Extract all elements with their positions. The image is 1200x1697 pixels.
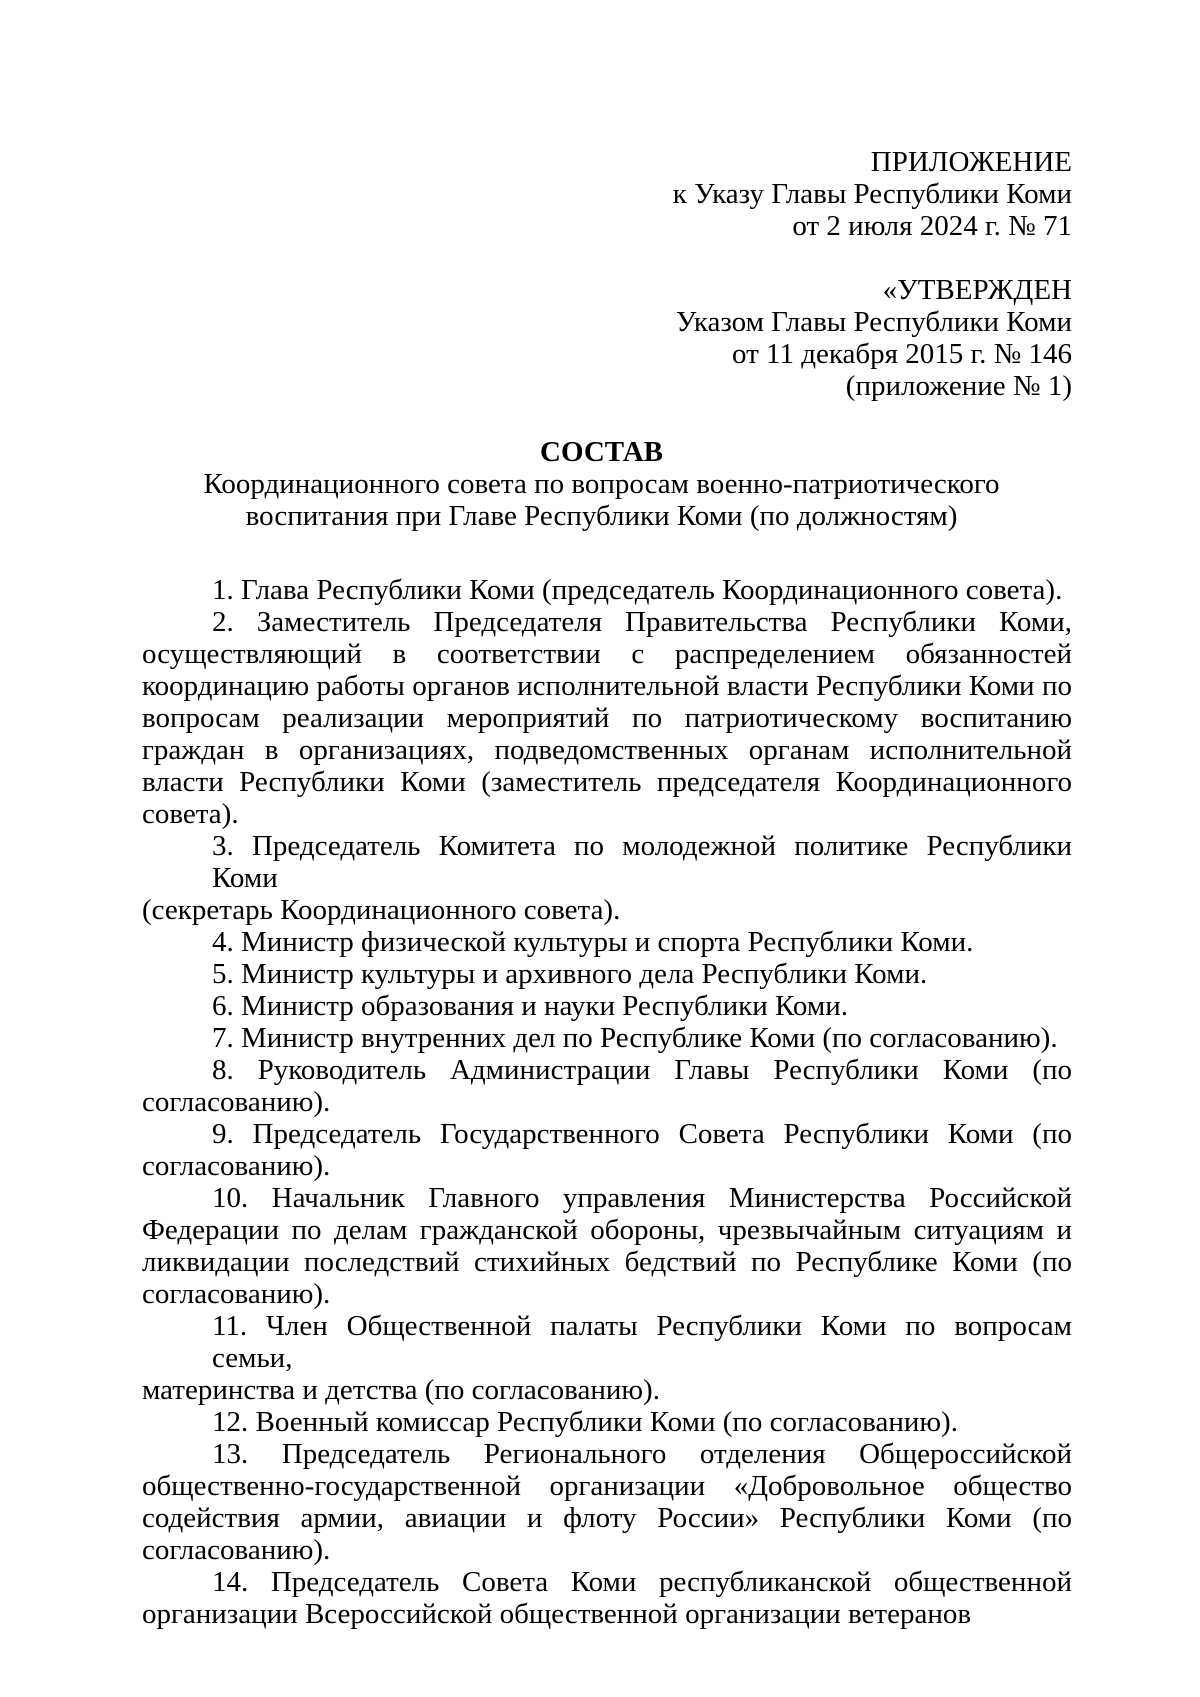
list-item-line: Федерации по делам гражданской обороны, чрезвычайным ситуациям и — [142, 1214, 1072, 1246]
list-item — [142, 830, 1072, 926]
list-item-line: ликвидации последствий стихийных бедствий по Республике Коми (по — [142, 1246, 1072, 1278]
list-item — [142, 1406, 1072, 1438]
list-item — [142, 1022, 1072, 1054]
approved-header — [676, 274, 1072, 402]
list-item-line: 8. Руководитель Администрации Главы Республики Коми (по — [212, 1054, 1072, 1086]
list-item-line: 1. Глава Республики Коми (председатель Координационного совета). — [212, 574, 1063, 606]
list-item-line: согласованию). — [142, 1086, 331, 1118]
list-item-line: 5. Министр культуры и архивного дела Республики Коми. — [212, 958, 928, 990]
list-item-line: организации Всероссийской общественной организации ветеранов — [142, 1598, 972, 1630]
list-item — [142, 1118, 1072, 1182]
list-item-line: 12. Военный комиссар Республики Коми (по согласованию). — [212, 1406, 958, 1438]
list-item-line: совета). — [142, 798, 239, 830]
title-subtitle-line: Координационного совета по вопросам военно-патриотического — [203, 468, 1000, 500]
list-item-line: согласованию). — [142, 1278, 331, 1310]
title-subtitle-line: воспитания при Главе Республики Коми (по должностям) — [245, 500, 958, 532]
list-item — [142, 990, 1072, 1022]
list-item-line: граждан в организациях, подведомственных органам исполнительной — [142, 734, 1072, 766]
members-list — [142, 574, 1072, 1630]
list-item — [142, 1182, 1072, 1310]
approved-decree-ref: Указом Главы Республики Коми — [675, 306, 1072, 338]
list-item-line: 3. Председатель Комитета по молодежной политике Республики Коми — [212, 830, 1072, 894]
list-item — [142, 1566, 1072, 1630]
list-item-line: согласованию). — [142, 1150, 331, 1182]
list-item-line: 11. Член Общественной палаты Республики Коми по вопросам семьи, — [212, 1310, 1072, 1374]
appendix-header — [673, 146, 1072, 242]
list-item-line: вопросам реализации мероприятий по патриотическому воспитанию — [142, 702, 1072, 734]
list-item — [142, 574, 1072, 606]
document-title — [131, 436, 1072, 532]
list-item-line: общественно-государственной организации «Добровольное общество — [142, 1470, 1072, 1502]
list-item-line: (секретарь Координационного совета). — [142, 894, 621, 926]
list-item-line: согласованию). — [142, 1534, 331, 1566]
list-item — [142, 958, 1072, 990]
list-item-line: 4. Министр физической культуры и спорта Республики Коми. — [212, 926, 974, 958]
appendix-decree-ref: к Указу Главы Республики Коми — [672, 178, 1072, 210]
list-item-line: 6. Министр образования и науки Республики Коми. — [212, 990, 848, 1022]
list-item-line: 2. Заместитель Председателя Правительства Республики Коми, — [212, 606, 1072, 638]
list-item-line: власти Республики Коми (заместитель председателя Координационного — [142, 766, 1072, 798]
list-item-line: содействия армии, авиации и флоту России» Республики Коми (по — [142, 1502, 1072, 1534]
list-item — [142, 1054, 1072, 1118]
list-item-line: осуществляющий в соответствии с распределением обязанностей — [142, 638, 1072, 670]
appendix-decree-date: от 2 июля 2024 г. № 71 — [792, 210, 1072, 242]
approved-label: «УТВЕРЖДЕН — [882, 274, 1072, 306]
list-item — [142, 1438, 1072, 1566]
list-item-line: 10. Начальник Главного управления Министерства Российской — [212, 1182, 1072, 1214]
title-heading: СОСТАВ — [540, 436, 663, 468]
list-item-line: 9. Председатель Государственного Совета Республики Коми (по — [212, 1118, 1072, 1150]
approved-appendix-ref: (приложение № 1) — [845, 370, 1072, 402]
list-item-line: 7. Министр внутренних дел по Республике Коми (по согласованию). — [212, 1022, 1058, 1054]
appendix-label: ПРИЛОЖЕНИЕ — [870, 146, 1072, 178]
list-item-line: координацию работы органов исполнительной власти Республики Коми по — [142, 670, 1072, 702]
list-item-line: 13. Председатель Регионального отделения Общероссийской — [212, 1438, 1072, 1470]
list-item — [142, 926, 1072, 958]
approved-decree-date: от 11 декабря 2015 г. № 146 — [732, 338, 1072, 370]
list-item — [142, 1310, 1072, 1406]
list-item-line: материнства и детства (по согласованию). — [142, 1374, 660, 1406]
list-item-line: 14. Председатель Совета Коми республиканской общественной — [212, 1566, 1072, 1598]
list-item — [142, 606, 1072, 830]
